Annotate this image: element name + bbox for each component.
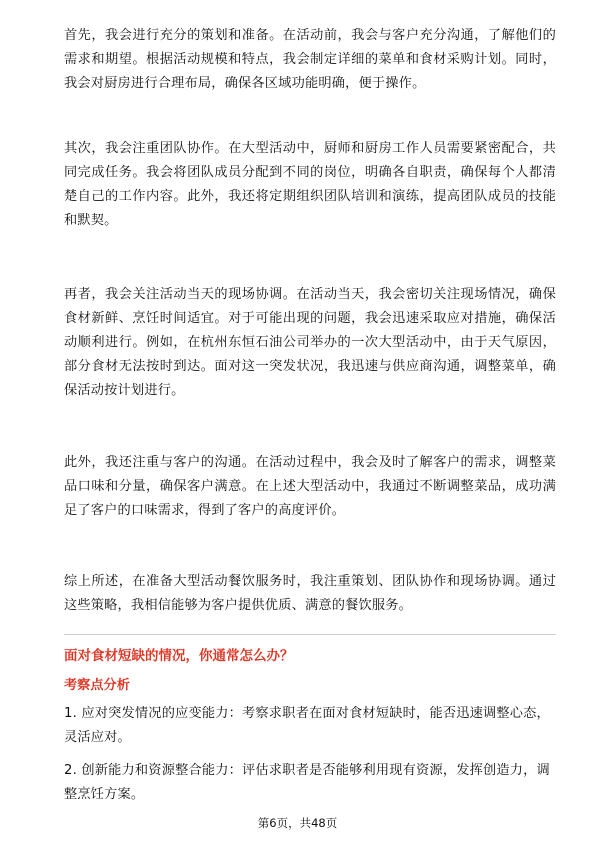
- paragraph-summary: 综上所述，在准备大型活动餐饮服务时，我注重策划、团队协作和现场协调。通过这些策略，我相信能够为客户提供优质、满意的餐饮服务。: [64, 574, 556, 613]
- paragraph-teamwork: 其次，我会注重团队协作。在大型活动中，厨师和厨房工作人员需要紧密配合，共同完成任务。我会将团队成员分配到不同的岗位，明确各自职责，确保每个人都清楚自己的工作内容。此外，我还将定期组织团队培训和演练，提高团队成员的技能和默契。: [64, 141, 556, 228]
- section-divider: [64, 634, 556, 635]
- analysis-item: 2. 创新能力和资源整合能力：评估求职者是否能够利用现有资源，发挥创造力，调整烹饪方案。: [64, 763, 550, 802]
- paragraph-onsite-coordination: 再者，我会关注活动当天的现场协调。在活动当天，我会密切关注现场情况，确保食材新鲜、烹饪时间适宜。对于可能出现的问题，我会迅速采取应对措施，确保活动顺利进行。例如，在杭州东恒石油公司举办的一次大型活动中，由于天气原因，部分食材无法按时到达。面对这一突发状况，我迅速与供应商沟通，调整菜单，确保活动按计划进行。: [64, 287, 556, 398]
- interview-question: 面对食材短缺的情况，你通常怎么办？: [64, 648, 294, 664]
- paragraph-client-communication: 此外，我还注重与客户的沟通。在活动过程中，我会及时了解客户的需求，调整菜品口味和分量，确保客户满意。在上述大型活动中，我通过不断调整菜品，成功满足了客户的口味需求，得到了客户的高度评价。: [64, 455, 556, 518]
- page-number: 第6页，共48页: [257, 816, 338, 830]
- analysis-item: 1. 应对突发情况的应变能力：考察求职者在面对食材短缺时，能否迅速调整心态，灵活应对。: [64, 706, 550, 745]
- analysis-heading: 考察点分析: [64, 678, 130, 693]
- paragraph-planning: 首先，我会进行充分的策划和准备。在活动前，我会与客户充分沟通，了解他们的需求和期望。根据活动规模和特点，我会制定详细的菜单和食材采购计划。同时，我会对厨房进行合理布局，确保各区域功能明确，便于操作。: [64, 28, 556, 91]
